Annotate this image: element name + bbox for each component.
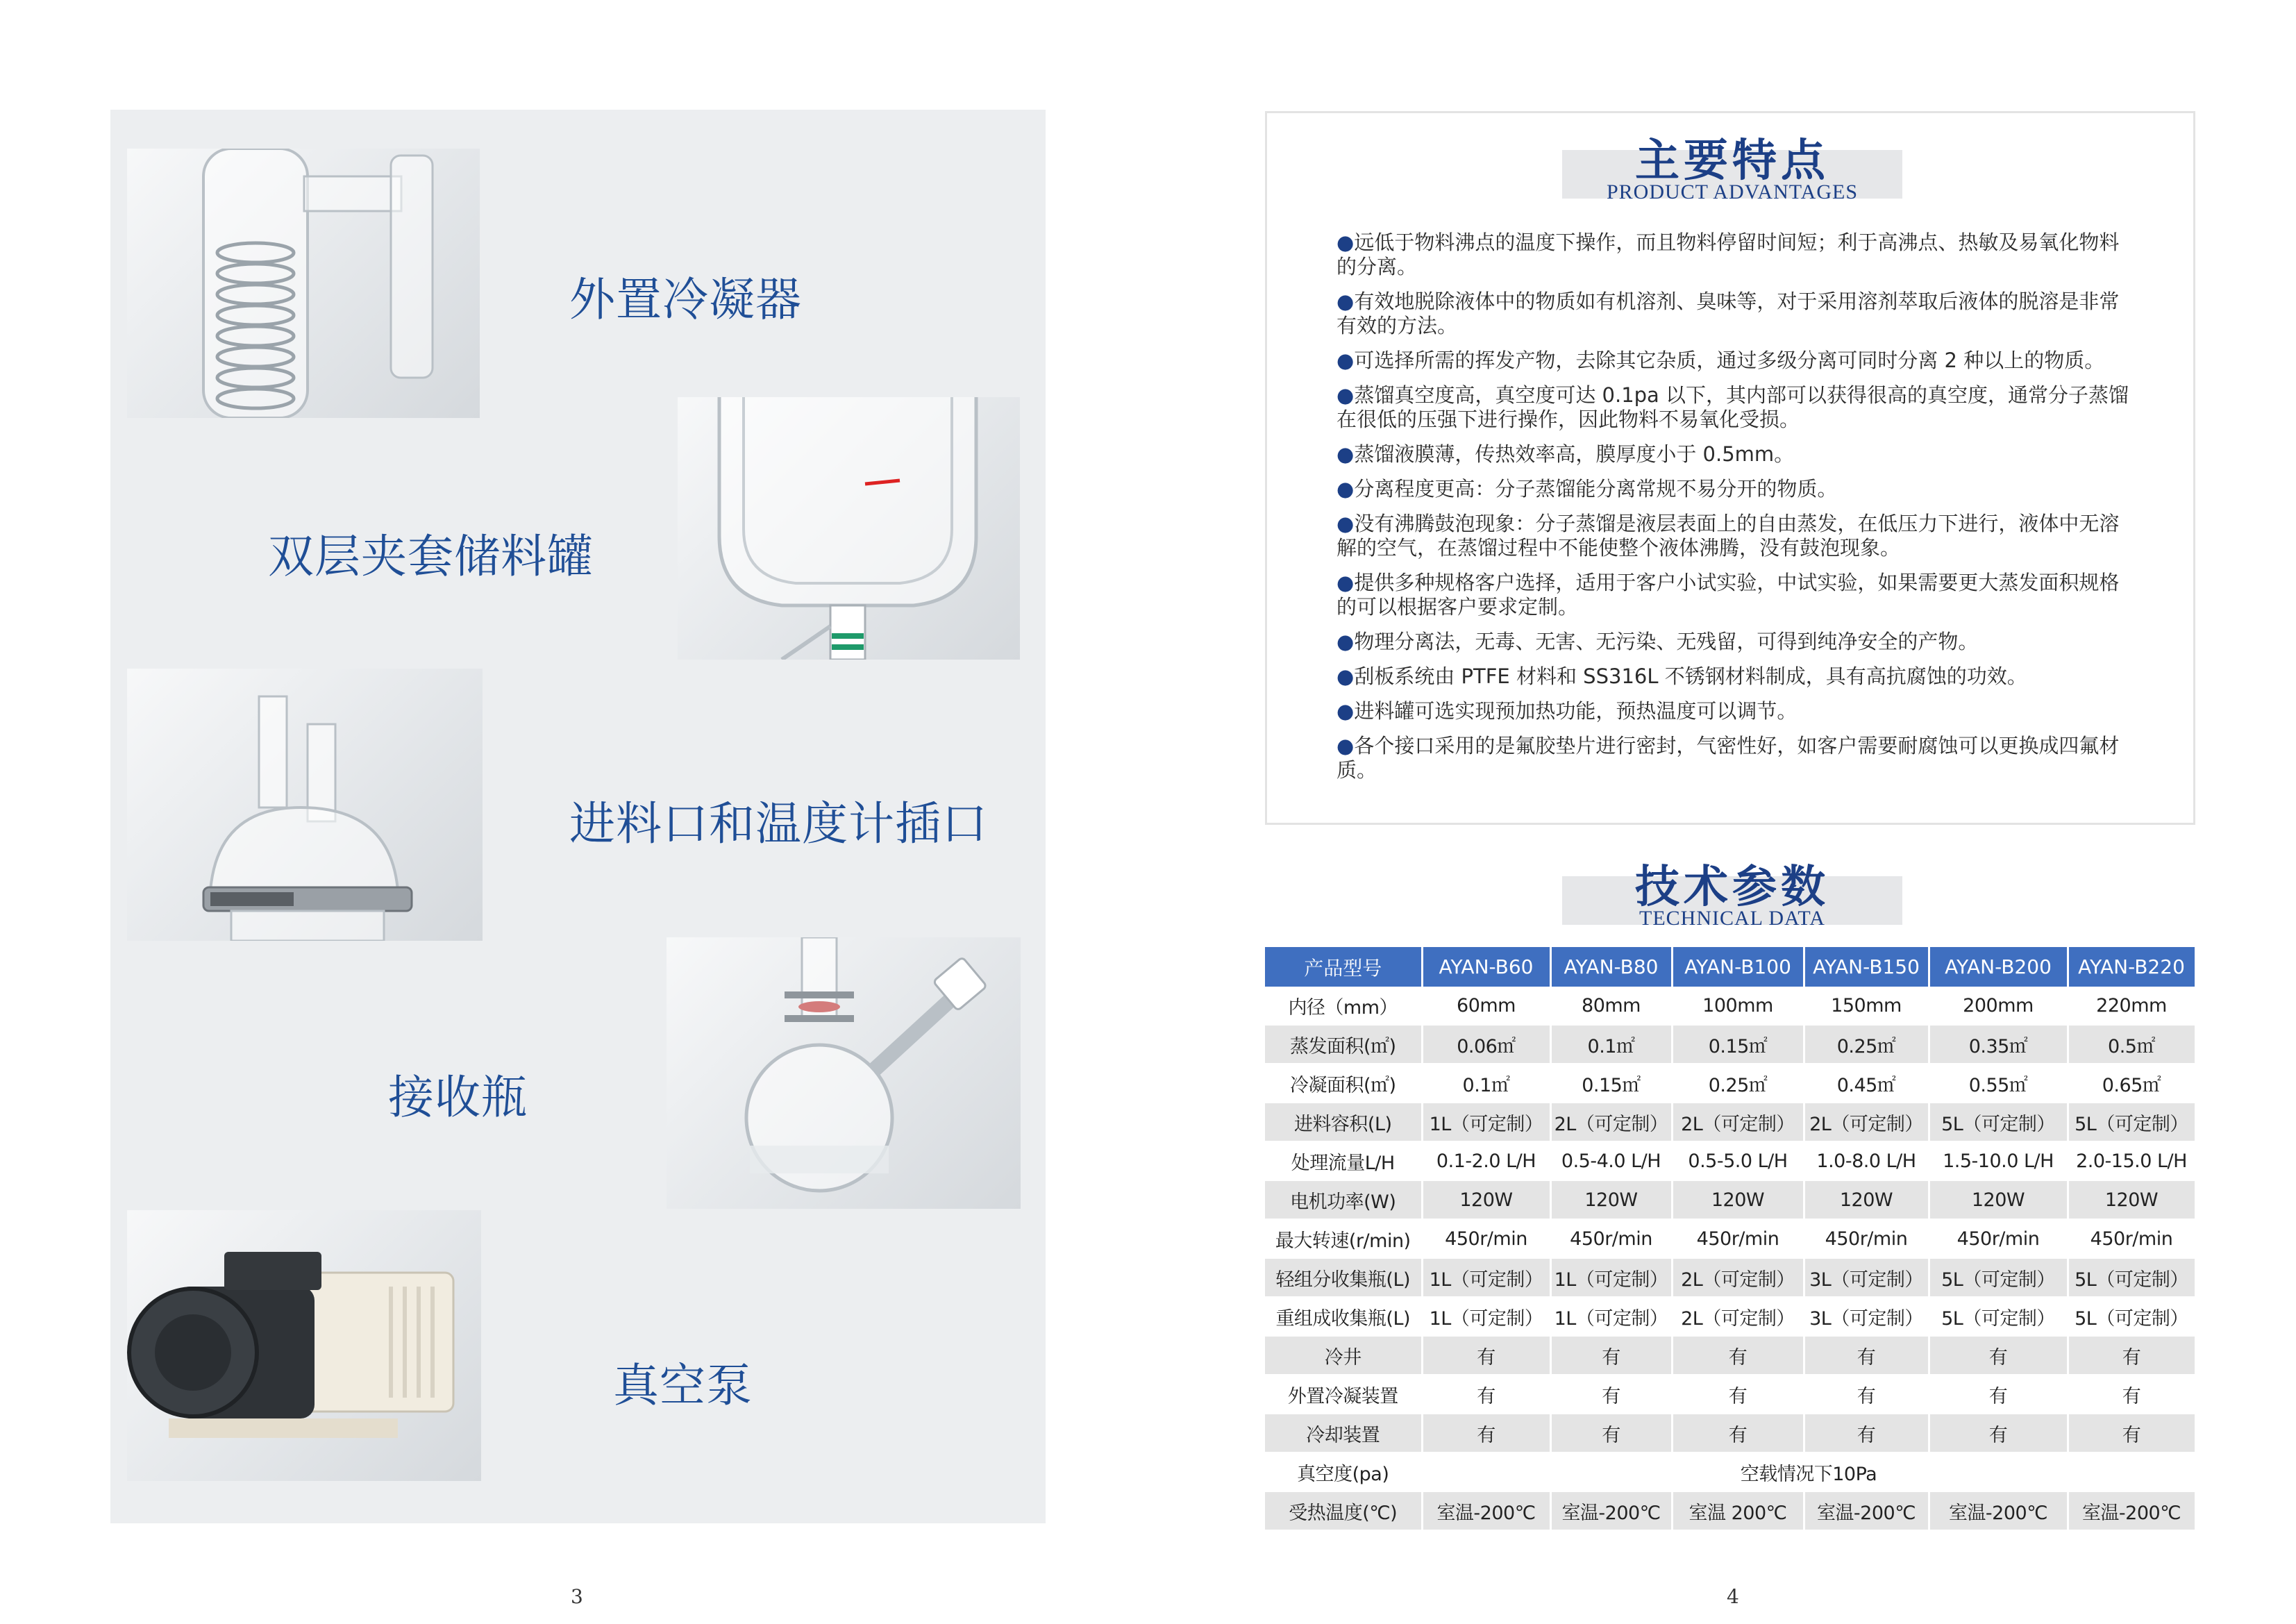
table-cell: 0.5-5.0 L/H [1672, 1141, 1804, 1180]
table-cell: 0.15㎡ [1672, 1025, 1804, 1064]
table-cell: 1.5-10.0 L/H [1929, 1141, 2068, 1180]
caption-pump: 真空泵 [613, 1359, 753, 1412]
table-cell: 1L（可定制） [1550, 1258, 1672, 1297]
vacuum-value-cell: 空载情况下10Pa [1422, 1453, 2195, 1491]
table-cell: 有 [1550, 1414, 1672, 1453]
table-cell: 0.1㎡ [1422, 1064, 1550, 1103]
table-cell: 120W [1804, 1180, 1929, 1219]
advantage-item: ●提供多种规格客户选择，适用于客户小试实验，中试实验，如果需要更大蒸发面积规格的可以根据客户要求定制。 [1336, 571, 2120, 619]
table-cell: 2L（可定制） [1672, 1297, 1804, 1336]
table-cell: 5L（可定制） [2068, 1258, 2195, 1297]
tank-illustration [678, 397, 1020, 660]
table-cell: 0.55㎡ [1929, 1064, 2068, 1103]
row-label: 进料容积(L) [1265, 1103, 1422, 1141]
table-cell: 1L（可定制） [1422, 1297, 1550, 1336]
table-cell: 0.25㎡ [1672, 1064, 1804, 1103]
row-label: 受热温度(℃) [1265, 1491, 1422, 1530]
table-cell: 120W [1550, 1180, 1672, 1219]
table-row [1265, 1375, 2195, 1414]
table-cell: 450r/min [1550, 1219, 1672, 1258]
table-cell: 450r/min [1929, 1219, 2068, 1258]
tech-title: 技术参数 [1635, 861, 1829, 913]
table-row-vacuum [1265, 1453, 2195, 1491]
table-cell: 2.0-15.0 L/H [2068, 1141, 2195, 1180]
table-cell: 1L（可定制） [1422, 1103, 1550, 1141]
advantage-item: ●各个接口采用的是氟胶垫片进行密封，气密性好，如客户需要耐腐蚀可以更换成四氟材质。 [1336, 734, 2120, 782]
caption-feed-port: 进料口和温度计插口 [569, 797, 988, 851]
table-cell: 2L（可定制） [1550, 1103, 1672, 1141]
table-header-row [1265, 947, 2195, 987]
table-cell: 0.15㎡ [1550, 1064, 1672, 1103]
table-cell: 2L（可定制） [1672, 1103, 1804, 1141]
table-cell: 室温 200℃ [1672, 1491, 1804, 1530]
table-cell: 150mm [1804, 987, 1929, 1025]
table-cell: 0.1-2.0 L/H [1422, 1141, 1550, 1180]
table-row [1265, 1103, 2195, 1141]
feed-port-photo [127, 669, 483, 941]
condenser-photo [127, 149, 480, 418]
table-cell: 450r/min [1422, 1219, 1550, 1258]
row-label: 处理流量L/H [1265, 1141, 1422, 1180]
header-cell: AYAN-B200 [1929, 947, 2068, 987]
table-cell: 0.35㎡ [1929, 1025, 2068, 1064]
row-label: 电机功率(W) [1265, 1180, 1422, 1219]
advantage-item: ●远低于物料沸点的温度下操作，而且物料停留时间短；利于高沸点、热敏及易氧化物料的分离。 [1336, 231, 2120, 278]
table-row [1265, 987, 2195, 1025]
advantage-item: ●进料罐可选实现预加热功能，预热温度可以调节。 [1336, 699, 1798, 723]
table-cell: 有 [1804, 1336, 1929, 1375]
table-cell: 有 [1672, 1336, 1804, 1375]
page-number-right: 4 [1727, 1585, 1739, 1608]
table-cell: 0.5㎡ [2068, 1025, 2195, 1064]
caption-condenser: 外置冷凝器 [569, 273, 802, 326]
row-label: 最大转速(r/min) [1265, 1219, 1422, 1258]
advantages-title: 主要特点 [1635, 135, 1829, 187]
row-label: 冷却装置 [1265, 1414, 1422, 1453]
advantage-item: ●蒸馏液膜薄，传热效率高，膜厚度小于 0.5mm。 [1336, 442, 1795, 466]
table-cell: 200mm [1929, 987, 2068, 1025]
advantage-item: ●蒸馏真空度高，真空度可达 0.1pa 以下，其内部可以获得很高的真空度，通常分子蒸馏在很低的压强下进行操作，因此物料不易氧化受损。 [1336, 383, 2129, 431]
row-label: 蒸发面积(㎡) [1265, 1025, 1422, 1064]
table-cell: 5L（可定制） [1929, 1297, 2068, 1336]
table-cell: 1.0-8.0 L/H [1804, 1141, 1929, 1180]
advantage-item: ●可选择所需的挥发产物，去除其它杂质，通过多级分离可同时分离 2 种以上的物质。 [1336, 349, 2105, 372]
caption-receiver: 接收瓶 [388, 1071, 528, 1124]
table-cell: 室温-200℃ [1804, 1491, 1929, 1530]
table-row [1265, 1064, 2195, 1103]
table-cell: 有 [1804, 1414, 1929, 1453]
advantages-subtitle: PRODUCT ADVANTAGES [1606, 181, 1859, 203]
row-label: 冷井 [1265, 1336, 1422, 1375]
row-label: 冷凝面积(㎡) [1265, 1064, 1422, 1103]
table-cell: 450r/min [2068, 1219, 2195, 1258]
row-label: 重组成收集瓶(L) [1265, 1297, 1422, 1336]
table-row [1265, 1414, 2195, 1453]
table-cell: 5L（可定制） [2068, 1103, 2195, 1141]
table-cell: 有 [1929, 1336, 2068, 1375]
table-cell: 5L（可定制） [1929, 1258, 2068, 1297]
advantages-list [1336, 231, 2135, 793]
table-cell: 220mm [2068, 987, 2195, 1025]
advantage-item: ●刮板系统由 PTFE 材料和 SS316L 不锈钢材料制成，具有高抗腐蚀的功效。 [1336, 664, 2027, 688]
row-label: 轻组分收集瓶(L) [1265, 1258, 1422, 1297]
table-cell: 室温-200℃ [1422, 1491, 1550, 1530]
table-cell: 有 [2068, 1336, 2195, 1375]
receiver-flask-photo [667, 937, 1021, 1209]
table-cell: 1L（可定制） [1550, 1297, 1672, 1336]
table-cell: 2L（可定制） [1804, 1103, 1929, 1141]
table-cell: 120W [1422, 1180, 1550, 1219]
header-cell: 产品型号 [1265, 947, 1422, 987]
table-row-temperature [1265, 1491, 2195, 1530]
table-cell: 室温-200℃ [1929, 1491, 2068, 1530]
table-cell: 0.25㎡ [1804, 1025, 1929, 1064]
table-cell: 有 [1550, 1336, 1672, 1375]
tech-spec-table [1265, 947, 2197, 1531]
table-cell: 0.1㎡ [1550, 1025, 1672, 1064]
table-cell: 5L（可定制） [2068, 1297, 2195, 1336]
table-row [1265, 1025, 2195, 1064]
table-cell: 3L（可定制） [1804, 1258, 1929, 1297]
table-cell: 有 [1804, 1375, 1929, 1414]
table-cell: 0.5-4.0 L/H [1550, 1141, 1672, 1180]
caption-tank: 双层夹套储料罐 [268, 530, 594, 583]
table-cell: 3L（可定制） [1804, 1297, 1929, 1336]
table-cell: 有 [1672, 1414, 1804, 1453]
table-cell: 0.45㎡ [1804, 1064, 1929, 1103]
row-label: 外置冷凝装置 [1265, 1375, 1422, 1414]
table-cell: 0.06㎡ [1422, 1025, 1550, 1064]
advantage-item: ●没有沸腾鼓泡现象：分子蒸馏是液层表面上的自由蒸发，在低压力下进行，液体中无溶解的空气，在蒸馏过程中不能使整个液体沸腾，没有鼓泡现象。 [1336, 512, 2120, 560]
advantage-item: ●有效地脱除液体中的物质如有机溶剂、臭味等，对于采用溶剂萃取后液体的脱溶是非常有效的方法。 [1336, 290, 2120, 337]
table-cell: 0.65㎡ [2068, 1064, 2195, 1103]
table-cell: 1L（可定制） [1422, 1258, 1550, 1297]
table-row [1265, 1219, 2195, 1258]
advantage-item: ●分离程度更高：分子蒸馏能分离常规不易分开的物质。 [1336, 477, 1838, 501]
header-cell: AYAN-B220 [2068, 947, 2195, 987]
jacketed-tank-photo [678, 397, 1020, 660]
header-cell: AYAN-B80 [1550, 947, 1672, 987]
table-cell: 120W [1929, 1180, 2068, 1219]
table-cell: 5L（可定制） [1929, 1103, 2068, 1141]
table-row [1265, 1180, 2195, 1219]
header-cell: AYAN-B150 [1804, 947, 1929, 987]
table-cell: 120W [2068, 1180, 2195, 1219]
table-cell: 有 [1422, 1414, 1550, 1453]
table-row [1265, 1336, 2195, 1375]
table-cell: 有 [1422, 1375, 1550, 1414]
table-cell: 有 [1929, 1414, 2068, 1453]
table-cell: 80mm [1550, 987, 1672, 1025]
table-cell: 120W [1672, 1180, 1804, 1219]
table-cell: 室温-200℃ [1550, 1491, 1672, 1530]
table-row [1265, 1258, 2195, 1297]
row-label: 内径（mm） [1265, 987, 1422, 1025]
table-cell: 有 [1929, 1375, 2068, 1414]
vacuum-pump-photo [127, 1210, 481, 1481]
table-row [1265, 1297, 2195, 1336]
table-row [1265, 1141, 2195, 1180]
pump-illustration [127, 1210, 481, 1481]
table-cell: 有 [1422, 1336, 1550, 1375]
table-cell: 室温-200℃ [2068, 1491, 2195, 1530]
table-cell: 100mm [1672, 987, 1804, 1025]
row-label: 真空度(pa) [1265, 1453, 1422, 1491]
condenser-illustration [127, 149, 480, 418]
table-cell: 有 [1672, 1375, 1804, 1414]
feed-port-illustration [127, 669, 483, 941]
table-cell: 有 [1550, 1375, 1672, 1414]
table-cell: 60mm [1422, 987, 1550, 1025]
table-cell: 450r/min [1804, 1219, 1929, 1258]
flask-illustration [667, 937, 1021, 1209]
header-cell: AYAN-B100 [1672, 947, 1804, 987]
header-cell: AYAN-B60 [1422, 947, 1550, 987]
table-cell: 450r/min [1672, 1219, 1804, 1258]
table-cell: 2L（可定制） [1672, 1258, 1804, 1297]
table-cell: 有 [2068, 1414, 2195, 1453]
tech-subtitle: TECHNICAL DATA [1639, 907, 1825, 930]
table-cell: 有 [2068, 1375, 2195, 1414]
page-number-left: 3 [571, 1585, 583, 1608]
advantage-item: ●物理分离法，无毒、无害、无污染、无残留，可得到纯净安全的产物。 [1336, 630, 1979, 653]
